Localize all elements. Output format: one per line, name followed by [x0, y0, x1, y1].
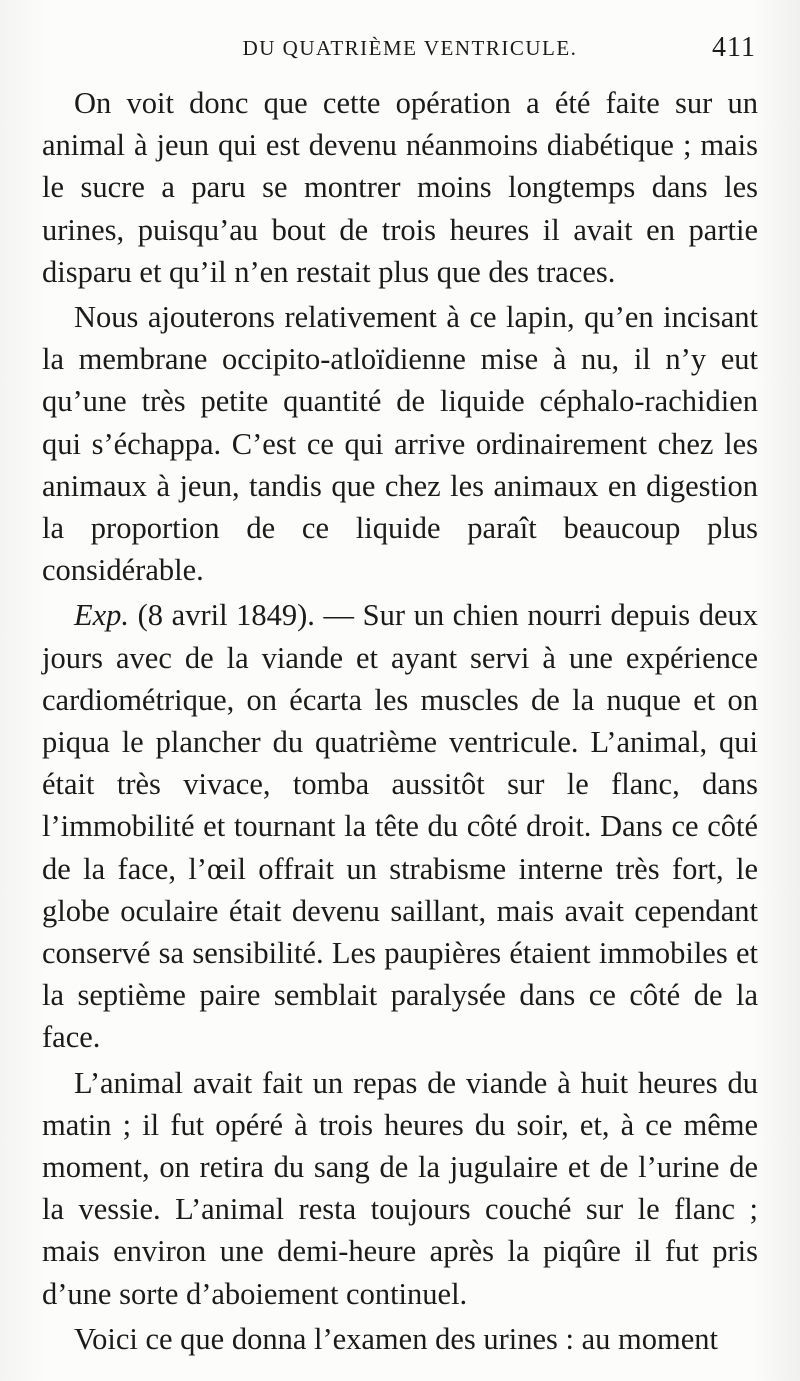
paragraph-5: Voici ce que donna l’examen des urines : au moment [74, 1321, 718, 1356]
paragraph-4: L’animal avait fait un repas de viande à huit heures du matin ; il fut opéré à trois heures du soir, et, à ce même moment, on retira du sang de la jugulaire et de l’urine de la vessie. L’animal resta toujours couché sur le flanc ; mais environ une demi-heure après la piqûre il fut pris d’une sorte d’aboiement continuel. [42, 1065, 758, 1311]
running-head: DU QUATRIÈME VENTRICULE. [242, 36, 578, 60]
paragraph-1: On voit donc que cette opération a été faite sur un animal à jeun qui est devenu néanmoins diabétique ; mais le sucre a paru se montrer moins longtemps dans les urines, puisqu’au bout de trois heures il avait en partie disparu et qu’il n’en restait plus que des traces. [42, 86, 758, 289]
page-number: 411 [712, 32, 756, 63]
paragraph-3-experiment [42, 594, 758, 1058]
body-text [42, 82, 758, 1360]
experiment-label: Exp. [74, 598, 130, 633]
paragraph-2: Nous ajouterons relativement à ce lapin, qu’en incisant la membrane occipito-atloïdienne mise à nu, il n’y eut qu’une très petite quantité de liquide céphalo-rachidien qui s’échappa. C’est ce qui arrive ordinairement chez les animaux à jeun, tandis que chez les animaux en digestion la proportion de ce liquide paraît beaucoup plus considérable. [42, 300, 758, 588]
page-header [40, 32, 760, 66]
experiment-text: (8 avril 1849). — Sur un chien nourri depuis deux jours avec de la viande et ayant servi à une expérience cardiométrique, on écarta les muscles de la nuque et on piqua le plancher du quatrième ventricule. L’animal, qui était très vivace, tomba aussitôt sur le flanc, dans l’immobilité et tournant la tête du côté droit. Dans ce côté de la face, l’œil offrait un strabisme interne très fort, le globe oculaire était devenu saillant, mais avait cependant conservé sa sensibilité. Les paupières étaient immobiles et la septième paire semblait paralysée dans ce côté de la face. [42, 598, 758, 1055]
